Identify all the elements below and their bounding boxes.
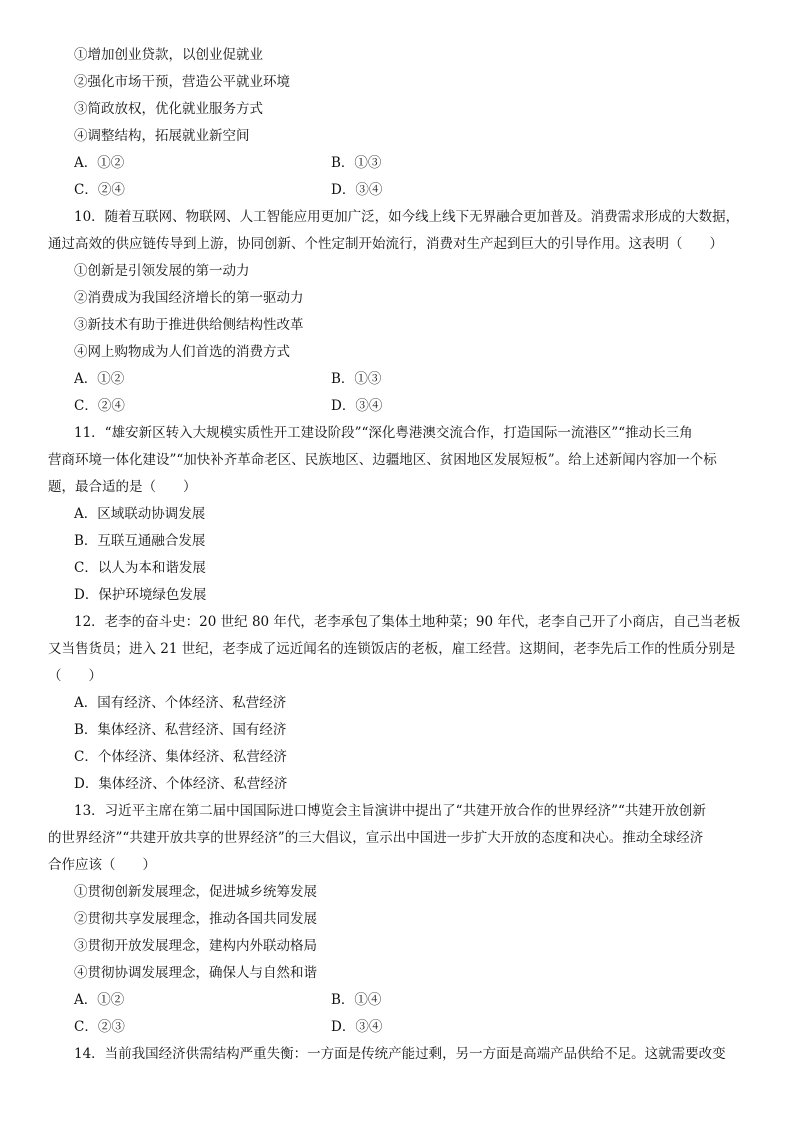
q9-item-1: ①增加创业贷款，以创业促就业 <box>74 47 263 63</box>
q13-choice-b: B．①④ <box>331 992 382 1008</box>
q10-choice-b: B．①③ <box>331 371 382 387</box>
q10-choice-a: A．①② <box>74 371 125 387</box>
q9-item-2: ②强化市场干预，营造公平就业环境 <box>74 74 290 90</box>
q13-stem-line-3: 合作应该（ ） <box>48 857 156 873</box>
q10-item-2: ②消费成为我国经济增长的第一驱动力 <box>74 290 304 306</box>
q13-item-4: ④贯彻协调发展理念，确保人与自然和谐 <box>74 965 317 981</box>
q12-stem-line-3: （ ） <box>48 668 102 684</box>
q13-choice-a: A．①② <box>74 992 125 1008</box>
q9-choice-a: A．①② <box>74 155 125 171</box>
q11-choice-d: D．保护环境绿色发展 <box>74 587 207 603</box>
q9-item-4: ④调整结构，拓展就业新空间 <box>74 128 250 144</box>
q9-choice-b: B．①③ <box>331 155 382 171</box>
q12-choice-c: C．个体经济、集体经济、私营经济 <box>74 749 287 765</box>
q11-stem-line-1: 11．“雄安新区转入大规模实质性开工建设阶段”“深化粤港澳交流合作，打造国际一流港区”“推动长三角 <box>74 425 693 441</box>
q13-choice-c: C．②③ <box>74 1019 125 1035</box>
q11-stem-line-2: 营商环境一体化建设”“加快补齐革命老区、民族地区、边疆地区、贫困地区发展短板”。给上述新闻内容加一个标 <box>48 452 717 468</box>
q11-choice-c: C．以人为本和谐发展 <box>74 560 206 576</box>
q12-choice-b: B．集体经济、私营经济、国有经济 <box>74 722 287 738</box>
q11-stem-line-3: 题，最合适的是（ ） <box>48 479 197 495</box>
q10-choice-d: D．③④ <box>331 398 383 414</box>
q9-choice-c: C．②④ <box>74 182 125 198</box>
q13-item-2: ②贯彻共享发展理念，推动各国共同发展 <box>74 911 317 927</box>
q10-stem-line-2: 通过高效的供应链传导到上游，协同创新、个性定制开始流行，消费对生产起到巨大的引导作用。这表明（ ） <box>48 236 723 252</box>
q13-item-3: ③贯彻开放发展理念，建构内外联动格局 <box>74 938 317 954</box>
q14-stem-line-1: 14．当前我国经济供需结构严重失衡：一方面是传统产能过剩，另一方面是高端产品供给不足。这就需要改变 <box>74 1046 726 1062</box>
q13-item-1: ①贯彻创新发展理念，促进城乡统筹发展 <box>74 884 317 900</box>
q13-stem-line-1: 13．习近平主席在第二届中国国际进口博览会主旨演讲中提出了“共建开放合作的世界经济”“共建开放创新 <box>74 803 706 819</box>
q11-choice-b: B．互联互通融合发展 <box>74 533 206 549</box>
q10-item-3: ③新技术有助于推进供给侧结构性改革 <box>74 317 304 333</box>
q13-stem-line-2: 的世界经济”“共建开放共享的世界经济”的三大倡议，宣示出中国进一步扩大开放的态度和决心。推动全球经济 <box>48 830 704 846</box>
q11-choice-a: A．区域联动协调发展 <box>74 506 206 522</box>
q12-stem-line-1: 12．老李的奋斗史：20 世纪 80 年代，老李承包了集体土地种菜；90 年代，老李自己开了小商店，自己当老板 <box>74 614 741 630</box>
q9-choice-d: D．③④ <box>331 182 383 198</box>
q10-item-1: ①创新是引领发展的第一动力 <box>74 263 250 279</box>
q10-stem-line-1: 10．随着互联网、物联网、人工智能应用更加广泛，如今线上线下无界融合更加普及。消费需求形成的大数据， <box>74 209 740 225</box>
q12-choice-d: D．集体经济、个体经济、私营经济 <box>74 776 288 792</box>
q9-item-3: ③简政放权，优化就业服务方式 <box>74 101 263 117</box>
q10-choice-c: C．②④ <box>74 398 125 414</box>
q13-choice-d: D．③④ <box>331 1019 383 1035</box>
q12-choice-a: A．国有经济、个体经济、私营经济 <box>74 695 287 711</box>
q12-stem-line-2: 又当售货员；进入 21 世纪，老李成了远近闻名的连锁饭店的老板，雇工经营。这期间，老李先后工作的性质分别是 <box>48 641 736 657</box>
q10-item-4: ④网上购物成为人们首选的消费方式 <box>74 344 290 360</box>
